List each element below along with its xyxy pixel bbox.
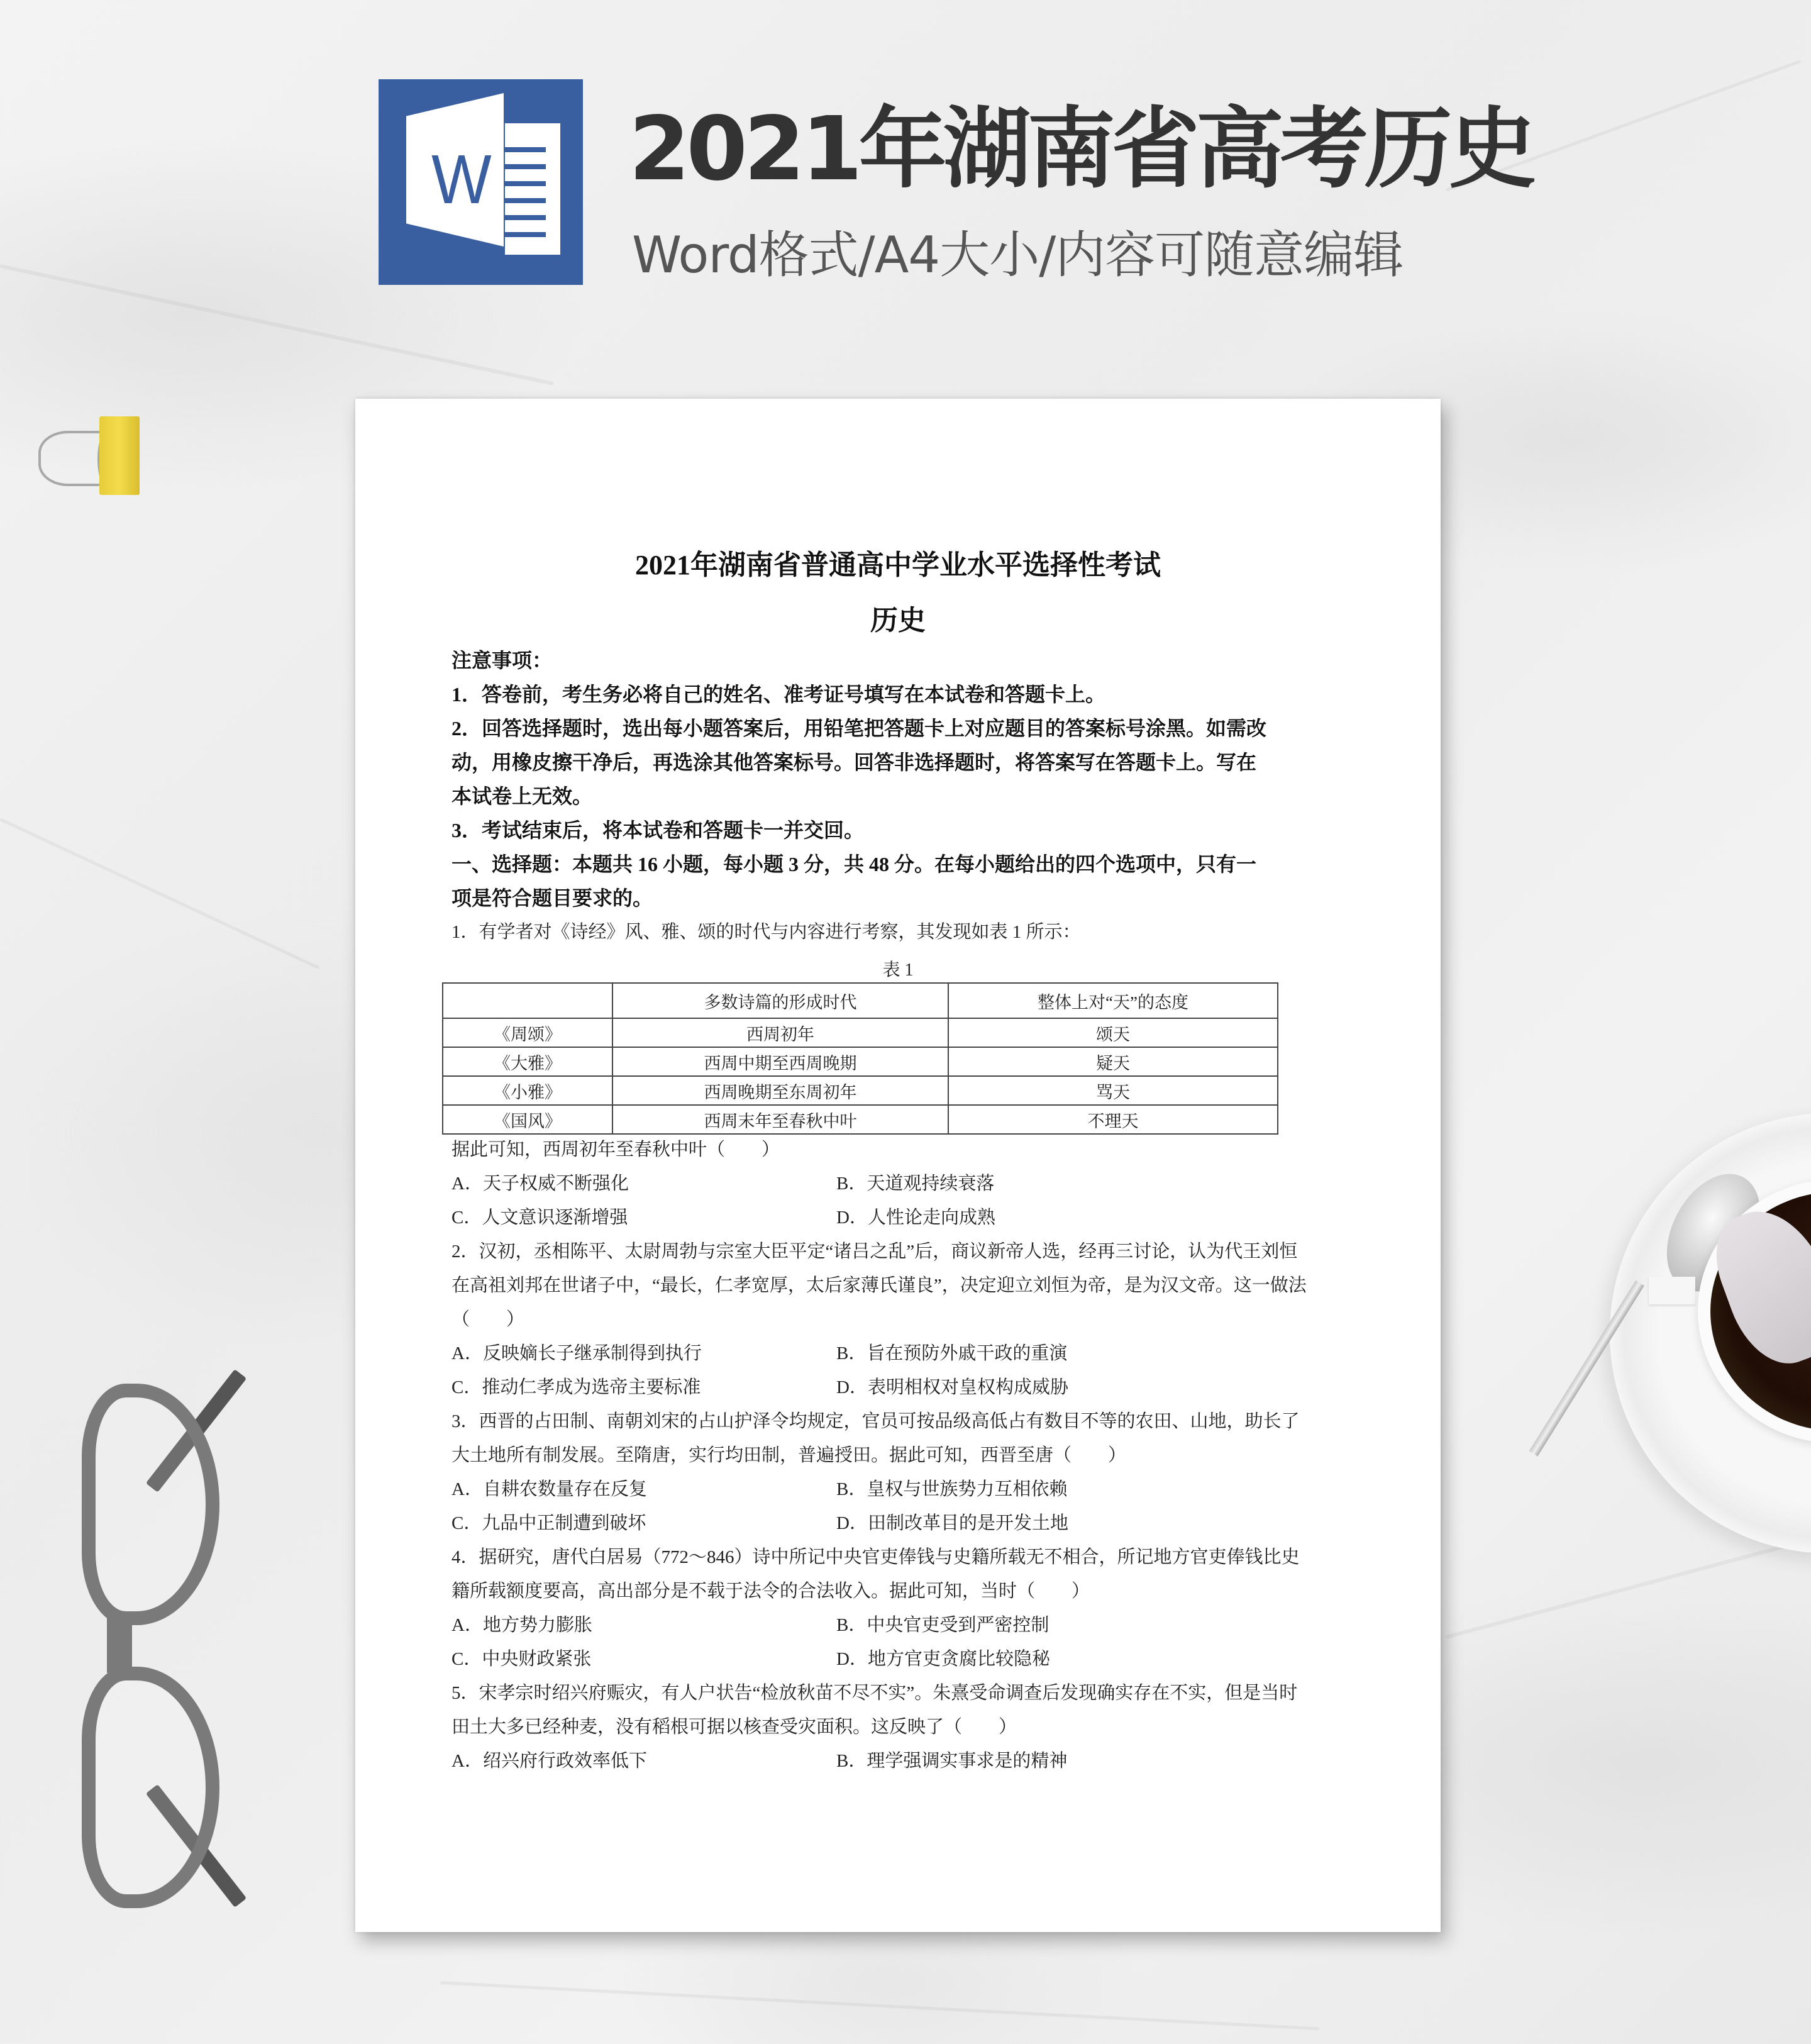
option-b: B．中央官吏受到严密控制 [836, 1615, 1049, 1635]
notice-item: 动，用橡皮擦干净后，再选涂其他答案标号。回答非选择题时，将答案写在答题卡上。写在 [451, 751, 1257, 774]
banner-title: 2021年湖南省高考历史 [629, 98, 1533, 201]
binder-clip-icon [35, 409, 148, 497]
option-b: B．旨在预防外戚干政的重演 [836, 1343, 1068, 1364]
question-stem: 1．有学者对《诗经》风、雅、颂的时代与内容进行考察，其发现如表 1 所示： [451, 922, 1081, 942]
marble-vein [0, 818, 320, 969]
cup-handle [1649, 1277, 1695, 1304]
option-d: D．人性论走向成熟 [836, 1208, 995, 1228]
option-c: C．人文意识逐渐增强 [451, 1208, 628, 1228]
document-title: 2021年湖南省普通高中学业水平选择性考试 [635, 550, 1161, 580]
question-followup: 据此可知，西周初年至春秋中叶（ ） [451, 1140, 780, 1160]
table-cell: 《大雅》 [443, 1047, 612, 1076]
clip-body [99, 416, 140, 495]
document-subject: 历史 [870, 605, 926, 636]
notice-item: 2．回答选择题时，选出每小题答案后，用铅笔把答题卡上对应题目的答案标号涂黑。如需改 [451, 717, 1267, 740]
eyeglasses-icon [82, 1365, 239, 1912]
word-app-icon [379, 79, 583, 285]
word-icon-line [502, 215, 546, 220]
question-stem: （ ） [451, 1309, 525, 1330]
poetry-table [442, 982, 1278, 1135]
option-d: D．田制改革目的是开发土地 [836, 1513, 1068, 1533]
table-cell: 颂天 [948, 1018, 1278, 1047]
notice-item: 1．答卷前，考生务必将自己的姓名、准考证号填写在本试卷和答题卡上。 [451, 683, 1106, 706]
question-stem: 4．据研究，唐代白居易（772～846）诗中所记中央官吏俸钱与史籍所载无不相合，所记地方官吏俸钱比史 [451, 1547, 1300, 1567]
section-heading: 一、选择题：本题共 16 小题，每小题 3 分，共 48 分。在每小题给出的四个选项中，只有一 [451, 853, 1257, 875]
marble-vein [1446, 1538, 1811, 1639]
word-icon-letter: W [431, 141, 492, 218]
marble-vein [440, 1981, 1319, 2030]
table-cell: 西周初年 [612, 1018, 948, 1047]
option-a: A．绍兴府行政效率低下 [451, 1751, 647, 1771]
option-b: B．皇权与世族势力互相依赖 [836, 1479, 1068, 1499]
option-c: C．推动仁孝成为选帝主要标准 [451, 1377, 701, 1397]
table-header-cell: 多数诗篇的形成时代 [612, 983, 948, 1018]
question-stem: 大土地所有制发展。至隋唐，实行均田制，普遍授田。据此可知，西晋至唐（ ） [451, 1445, 1127, 1465]
question-stem: 5．宋孝宗时绍兴府赈灾，有人户状告“检放秋苗不尽不实”。朱熹受命调查后发现确实存在不实，但是当时 [451, 1683, 1298, 1703]
word-icon-line [502, 198, 546, 203]
table-header-row [443, 983, 1278, 1018]
table-cell: 不理天 [948, 1105, 1278, 1134]
table-cell: 《小雅》 [443, 1076, 612, 1105]
option-a: A．自耕农数量存在反复 [451, 1479, 647, 1499]
notice-heading: 注意事项： [451, 649, 553, 672]
table-cell: 骂天 [948, 1076, 1278, 1105]
option-d: D．表明相权对皇权构成威胁 [836, 1377, 1068, 1397]
table-cell: 西周末年至春秋中叶 [612, 1105, 948, 1134]
option-a: A．反映嫡长子继承制得到执行 [451, 1343, 702, 1364]
table-header-cell [443, 983, 612, 1018]
question-stem: 在高祖刘邦在世诸子中，“最长，仁孝宽厚，太后家薄氏谨良”，决定迎立刘恒为帝，是为汉文帝。这一做法 [451, 1275, 1307, 1296]
table-cell: 西周晚期至东周初年 [612, 1076, 948, 1105]
notice-item: 本试卷上无效。 [451, 785, 593, 808]
question-stem: 3．西晋的占田制、南朝刘宋的占山护泽令均规定，官员可按品级高低占有数目不等的农田、山地，助长了 [451, 1411, 1300, 1431]
option-a: A．地方势力膨胀 [451, 1615, 592, 1635]
table-row [443, 1018, 1278, 1047]
word-icon-line [502, 164, 546, 169]
option-b: B．理学强调实事求是的精神 [836, 1751, 1068, 1771]
word-icon-line [502, 181, 546, 186]
glasses-lens [82, 1667, 219, 1908]
word-icon-line [502, 232, 546, 237]
question-stem: 田土大多已经种麦，没有稻根可据以核查受灾面积。这反映了（ ） [451, 1717, 1017, 1737]
option-b: B．天道观持续衰落 [836, 1174, 995, 1194]
option-c: C．九品中正制遭到破坏 [451, 1513, 646, 1533]
table-header-cell: 整体上对“天”的态度 [948, 983, 1278, 1018]
option-a: A．天子权威不断强化 [451, 1174, 629, 1194]
glasses-bridge [107, 1616, 132, 1673]
question-stem: 2．汉初，丞相陈平、太尉周勃与宗室大臣平定“诸吕之乱”后，商议新帝人选，经再三讨论，认为代王刘恒 [451, 1241, 1298, 1262]
question-stem: 籍所载额度要高，高出部分是不载于法令的合法收入。据此可知，当时（ ） [451, 1581, 1090, 1601]
table-caption: 表 1 [882, 960, 914, 980]
banner-subtitle: Word格式/A4大小/内容可随意编辑 [632, 226, 1404, 284]
option-d: D．地方官吏贪腐比较隐秘 [836, 1649, 1050, 1669]
option-c: C．中央财政紧张 [451, 1649, 592, 1669]
table-cell: 《国风》 [443, 1105, 612, 1134]
table-row [443, 1076, 1278, 1105]
table-row [443, 1105, 1278, 1134]
table-cell: 疑天 [948, 1047, 1278, 1076]
section-heading: 项是符合题目要求的。 [451, 887, 653, 909]
document-page [355, 399, 1441, 1932]
word-icon-line [502, 147, 546, 152]
notice-item: 3．考试结束后，将本试卷和答题卡一并交回。 [451, 819, 865, 841]
table-row [443, 1047, 1278, 1076]
table-cell: 西周中期至西周晚期 [612, 1047, 948, 1076]
table-cell: 《周颂》 [443, 1018, 612, 1047]
